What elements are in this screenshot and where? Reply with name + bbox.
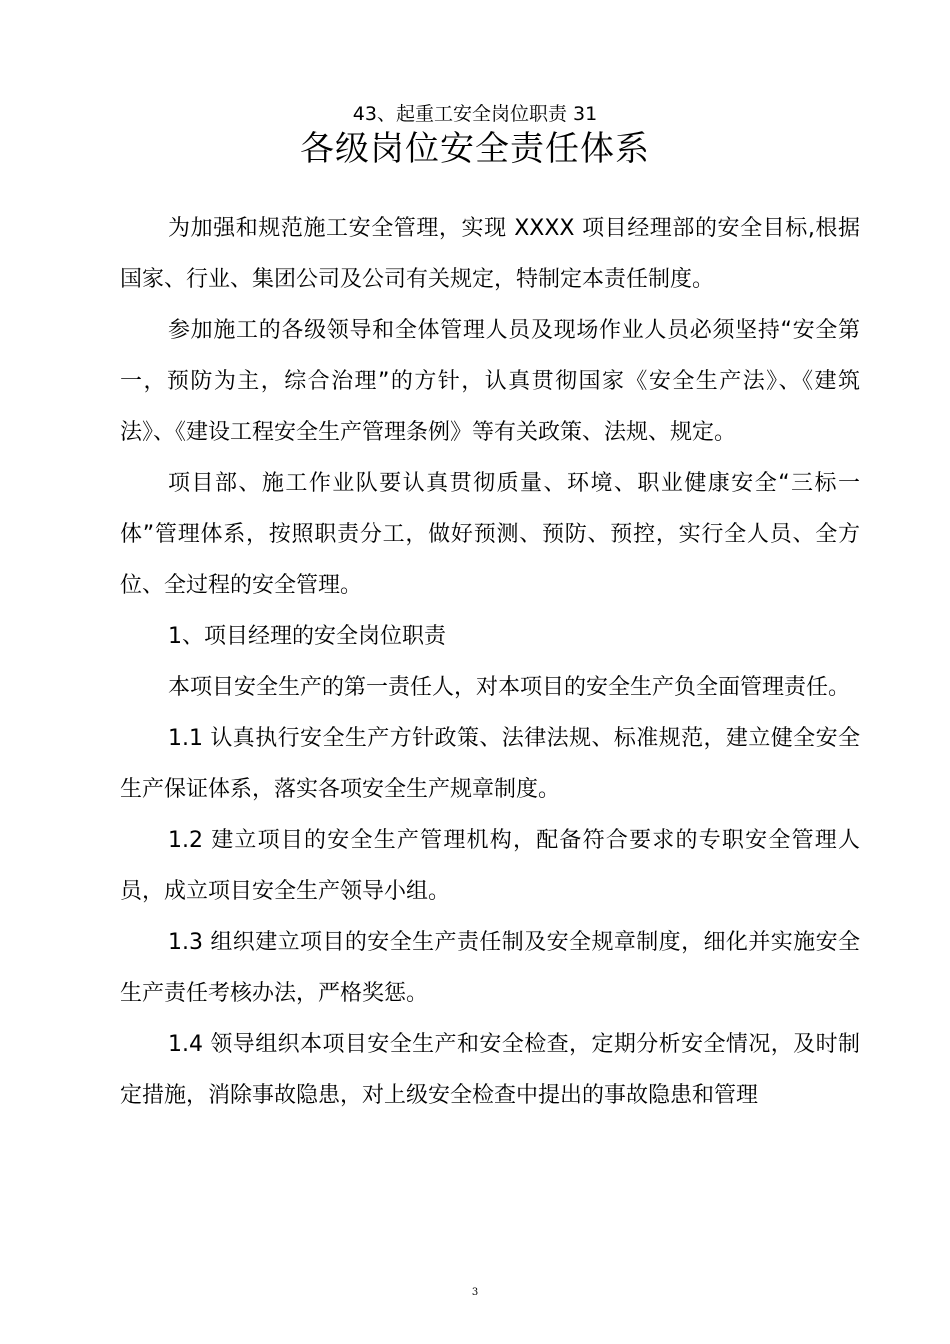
paragraph-responsibility: 本项目安全生产的第一责任人，对本项目的安全生产负全面管理责任。	[168, 675, 851, 700]
page-number: 3	[471, 1287, 479, 1298]
clause-1-1: 1.1 认真执行安全生产方针政策、法律法规、标准规范，建立健全安全生产保证体系，落实各项安全生产规章制度。	[120, 726, 860, 802]
section-heading: 1、项目经理的安全岗位职责	[168, 624, 446, 649]
paragraph-policy: 参加施工的各级领导和全体管理人员及现场作业人员必须坚持“安全第一，预防为主，综合治理”的方针，认真贯彻国家《安全生产法》、《建筑法》、《建设工程安全生产管理条例》等有关政策、法规、规定。	[120, 318, 860, 445]
body-text	[120, 203, 860, 1121]
document-title: 各级岗位安全责任体系	[300, 129, 650, 169]
clause-1-2: 1.2 建立项目的安全生产管理机构，配备符合要求的专职安全管理人员，成立项目安全生产领导小组。	[120, 828, 860, 904]
clause-1-4: 1.4 领导组织本项目安全生产和安全检查，定期分析安全情况，及时制定措施，消除事故隐患，对上级安全检查中提出的事故隐患和管理	[120, 1032, 860, 1108]
paragraph-intro: 为加强和规范施工安全管理，实现 XXXX 项目经理部的安全目标,根据国家、行业、集团公司及公司有关规定，特制定本责任制度。	[120, 216, 860, 292]
clause-1-3: 1.3 组织建立项目的安全生产责任制及安全规章制度，细化并实施安全生产责任考核办法，严格奖惩。	[120, 930, 860, 1006]
toc-line: 43、起重工安全岗位职责 31	[352, 103, 598, 125]
paragraph-system: 项目部、施工作业队要认真贯彻质量、环境、职业健康安全“三标一体”管理体系，按照职责分工，做好预测、预防、预控，实行全人员、全方位、全过程的安全管理。	[120, 471, 860, 598]
